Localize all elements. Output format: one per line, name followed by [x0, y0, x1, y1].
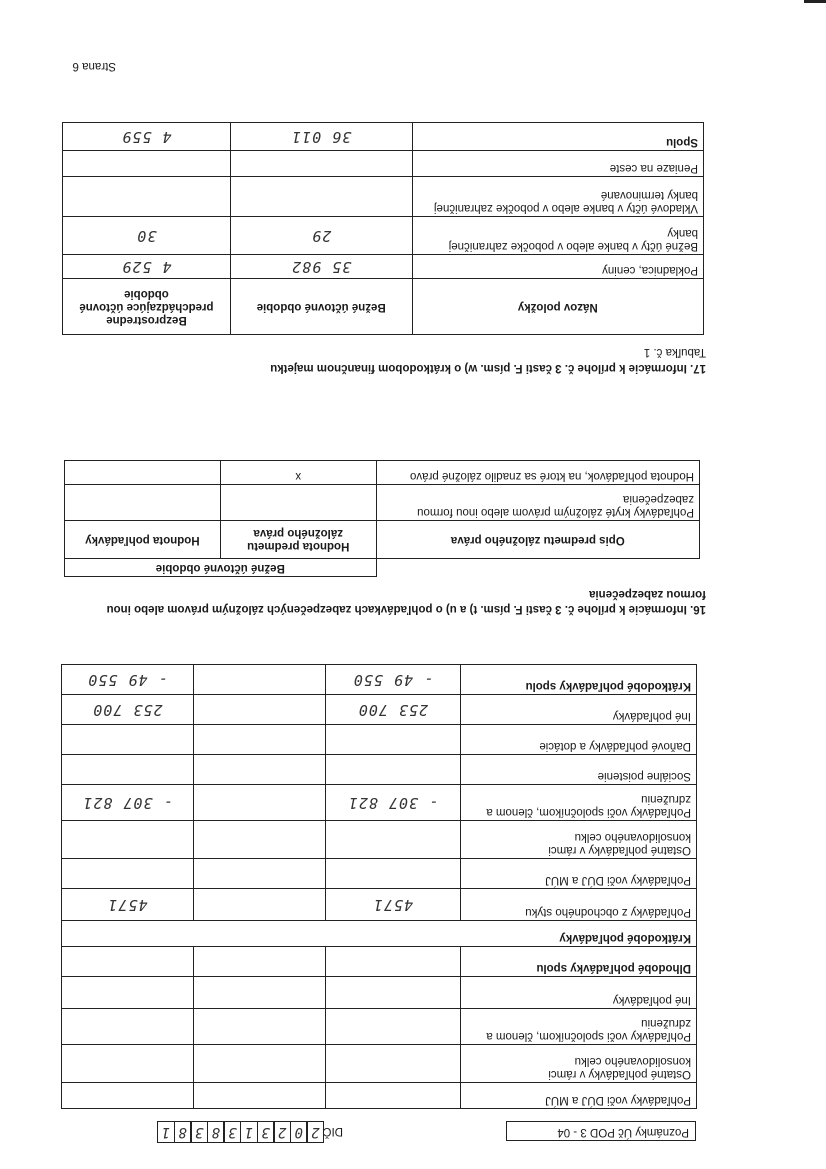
table-row [62, 785, 697, 821]
description-header: Opis predmetu záložného práva [376, 520, 699, 558]
document-title: Poznámky Úč POD 3 - 04 [557, 1126, 689, 1138]
row-label: Pohľadávky voči spoločníkom, členom a združeniu [461, 1009, 697, 1045]
row-label: Pohľadávky z obchodného styku [461, 889, 697, 921]
value-cell [325, 725, 461, 755]
table-row [65, 558, 700, 576]
value-cell: - 307 821 [325, 785, 461, 821]
value-cell [193, 821, 325, 859]
value-cell [63, 151, 231, 177]
page-number: Strana 6 [72, 60, 116, 72]
table-row [62, 977, 697, 1009]
table-row [62, 859, 697, 889]
table-row [63, 217, 704, 255]
value-cell [62, 947, 194, 977]
value-cell: 29 [230, 217, 412, 255]
table-row [65, 520, 700, 558]
dic-label: DIČ [323, 1125, 343, 1137]
value-cell [193, 1009, 325, 1045]
row-label: Hodnota pohľadávok, na ktoré sa znadilo záložné právo [376, 460, 699, 484]
row-label: Dlhodobé pohľadávky spolu [461, 947, 697, 977]
table-row [62, 725, 697, 755]
table-row [63, 151, 704, 177]
table-row [63, 255, 704, 279]
dic-digit: 3 [223, 1121, 241, 1143]
value-cell: 253 700 [325, 695, 461, 725]
value-cell [325, 1045, 461, 1083]
table-row [62, 1045, 697, 1083]
table-label: Tabuľka č. 1 [643, 346, 706, 358]
table-row [63, 177, 704, 217]
value-cell [62, 725, 194, 755]
row-label: Pohľadávky voči spoločníkom, členom a združeniu [461, 785, 697, 821]
value-cell [325, 1009, 461, 1045]
dic-digit: 0 [290, 1121, 308, 1143]
table-row [62, 1083, 697, 1109]
dic-digit-boxes [157, 1121, 323, 1143]
value-cell [65, 484, 221, 520]
row-label: Bežné účty v banke alebo v pobočke zahraničnej banky [412, 217, 703, 255]
value-cell: 36 011 [230, 123, 412, 151]
dic-digit: 2 [306, 1121, 324, 1143]
value-cell: 35 982 [230, 255, 412, 279]
row-label: Ostatné pohľadávky v rámci konsolidovaného celku [461, 821, 697, 859]
value-cell [193, 1045, 325, 1083]
value-cell [325, 947, 461, 977]
table-row [63, 279, 704, 335]
row-label: Vkladové účty v banke alebo v pobočke zahraničnej banky terminované [412, 177, 703, 217]
table-row [62, 755, 697, 785]
item-name-header: Názov položky [412, 279, 703, 335]
table-row [62, 1009, 697, 1045]
value-cell [62, 859, 194, 889]
row-label: Pohľadávky voči DÚJ a MÚJ [461, 859, 697, 889]
collateral-table [64, 460, 700, 577]
value-cell: 253 700 [62, 695, 194, 725]
value-cell [62, 1045, 194, 1083]
value-cell [325, 977, 461, 1009]
table-row [62, 695, 697, 725]
row-label: Krátkodobé pohľadávky spolu [461, 665, 697, 695]
table-row [62, 665, 697, 695]
value-cell: 4 559 [63, 123, 231, 151]
value-cell [220, 484, 376, 520]
row-label: Pohľadávky voči DÚJ a MÚJ [461, 1083, 697, 1109]
dic-digit: 3 [190, 1121, 208, 1143]
previous-period-header: Bezprostredne predchádzajúce účtovné obdobie [63, 279, 231, 335]
value-cell [193, 755, 325, 785]
value-cell [62, 755, 194, 785]
value-cell [62, 977, 194, 1009]
row-label: Sociálne poistenie [461, 755, 697, 785]
scan-edge-mark [804, 0, 826, 3]
receivables-table [61, 664, 697, 1109]
period-header: Bežné účtovné obdobie [65, 558, 377, 576]
value-cell [193, 695, 325, 725]
value-cell: - 307 821 [62, 785, 194, 821]
dic-digit: 3 [257, 1121, 275, 1143]
value-cell [193, 1083, 325, 1109]
value-cell: 4 529 [63, 255, 231, 279]
table-row [62, 947, 697, 977]
value-cell [63, 177, 231, 217]
document-title-box [506, 1121, 696, 1141]
dic-digit: 2 [273, 1121, 291, 1143]
dic-digit: 8 [207, 1121, 225, 1143]
value-cell [230, 151, 412, 177]
value-cell [193, 947, 325, 977]
value-cell [325, 821, 461, 859]
table-row [62, 889, 697, 921]
row-label: Spolu [412, 123, 703, 151]
value-cell [325, 859, 461, 889]
value-cell [230, 177, 412, 217]
row-label: Iné pohľadávky [461, 977, 697, 1009]
value-cell [193, 859, 325, 889]
row-label: Pokladnica, ceniny [412, 255, 703, 279]
collateral-value-header: Hodnota predmetu záložného práva [220, 520, 376, 558]
value-cell: - 49 550 [325, 665, 461, 695]
value-cell: 4571 [325, 889, 461, 921]
dic-digit: 1 [240, 1121, 258, 1143]
row-label: Pohľadávky kryté záložným právom alebo inou formou zabezpečenia [376, 484, 699, 520]
value-cell [193, 977, 325, 1009]
value-cell [65, 460, 221, 484]
section-17-heading: 17. Informácie k prílohe č. 3 časti F. písm. w) o krátkodobom finančnom majetku [270, 362, 706, 374]
row-label: Peniaze na ceste [412, 151, 703, 177]
value-cell [193, 665, 325, 695]
value-cell: x [220, 460, 376, 484]
current-period-header: Bežné účtovné obdobie [230, 279, 412, 335]
dic-digit: 1 [157, 1121, 175, 1143]
table-row [62, 821, 697, 859]
value-cell [62, 1083, 194, 1109]
value-cell: 4571 [62, 889, 194, 921]
value-cell: - 49 550 [62, 665, 194, 695]
dic-digit: 8 [174, 1121, 192, 1143]
value-cell [62, 1009, 194, 1045]
table-row [63, 123, 704, 151]
claims-value-header: Hodnota pohľadávky [65, 520, 221, 558]
value-cell [62, 821, 194, 859]
section-label: Krátkodobé pohľadávky [62, 921, 697, 947]
row-label: Daňové pohľadávky a dotácie [461, 725, 697, 755]
value-cell [193, 889, 325, 921]
financial-assets-table [62, 122, 704, 335]
value-cell: 30 [63, 217, 231, 255]
table-row [65, 460, 700, 484]
row-label: Ostatné pohľadávky v rámci konsolidovaného celku [461, 1045, 697, 1083]
value-cell [325, 1083, 461, 1109]
value-cell [193, 785, 325, 821]
section-row [62, 921, 697, 947]
row-label: Iné pohľadávky [461, 695, 697, 725]
value-cell [193, 725, 325, 755]
section-16-heading: 16. Informácie k prílohe č. 3 časti F. písm. t) a u) o pohľadávkach zabezpečených záložným právom alebo inou formou zabezpečenia [106, 588, 706, 615]
table-row [65, 484, 700, 520]
value-cell [325, 755, 461, 785]
